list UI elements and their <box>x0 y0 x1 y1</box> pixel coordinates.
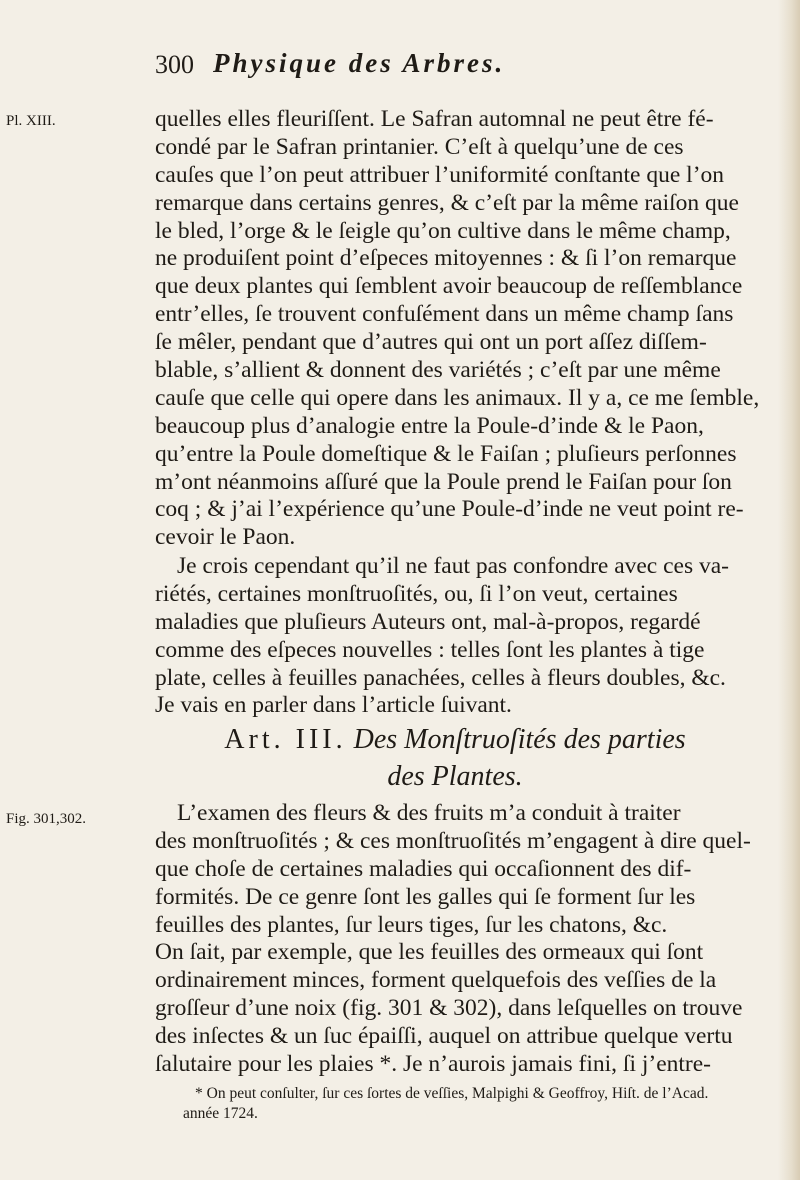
article-title-line-2: des Plantes. <box>387 761 523 792</box>
paragraph-2 <box>155 553 755 720</box>
text-line: qu’entre la Poule domeſtique & le Faiſan ; pluſieurs perſonnes <box>155 440 737 467</box>
text-line: On ſait, par exemple, que les feuilles des ormeaux qui ſont <box>155 939 704 966</box>
text-line: Je vais en parler dans l’article ſuivant. <box>155 692 512 719</box>
text-line: blable, s’allient & donnent des variétés ; c’eſt par une même <box>155 357 721 384</box>
text-line: ordinairement minces, forment quelquefois des veſſies de la <box>155 967 717 994</box>
text-line: groſſeur d’une noix (fig. 301 & 302), dans leſquelles on trouve <box>155 995 743 1022</box>
paragraph-1 <box>155 106 760 552</box>
running-title: Physique des Arbres. <box>213 48 506 78</box>
text-line: que choſe de certaines maladies qui occaſionnent des dif- <box>155 855 692 882</box>
text-line: cauſe que celle qui opere dans les animaux. Il y a, ce me ſemble, <box>155 384 760 411</box>
text-line: condé par le Safran printanier. C’eſt à quelqu’une de ces <box>155 133 684 160</box>
text-line: beaucoup plus d’analogie entre la Poule-d’inde & le Paon, <box>155 412 704 439</box>
footnote <box>183 1084 775 1124</box>
text-line: feuilles des plantes, ſur leurs tiges, ſur les chatons, &c. <box>155 911 668 938</box>
text-line: quelles elles fleuriſſent. Le Safran automnal ne peut être fé- <box>155 106 714 132</box>
text-line: cevoir le Paon. <box>155 524 296 551</box>
text-line: L’examen des fleurs & des fruits m’a conduit à traiter <box>177 800 681 826</box>
text-line: formités. De ce genre ſont les galles qui ſe forment ſur les <box>155 883 696 910</box>
text-line: ne produiſent point d’eſpeces mitoyennes : & ſi l’on remarque <box>155 245 737 272</box>
text-line: le bled, l’orge & le ſeigle qu’on cultive dans le même champ, <box>155 217 731 244</box>
footnote-line-2: année 1724. <box>183 1105 258 1122</box>
text-line: coq ; & j’ai l’expérience qu’une Poule-d’inde ne veut point re- <box>155 496 744 523</box>
article-title-line-1: Des Monſtruoſités des parties <box>353 724 686 755</box>
text-line: maladies que pluſieurs Auteurs ont, mal-à-propos, regardé <box>155 608 701 635</box>
plate-reference: Pl. XIII. <box>6 113 56 129</box>
text-line: des inſectes & un ſuc épaiſſi, auquel on attribue quelque vertu <box>155 1023 733 1050</box>
footnote-line-1: * On peut conſulter, ſur ces ſortes de veſſies, Malpighi & Geoffroy, Hiſt. de l’Acad. <box>195 1085 709 1102</box>
text-line: m’ont néanmoins aſſuré que la Poule prend le Faiſan pour ſon <box>155 468 732 495</box>
text-line: ſalutaire pour les plaies *. Je n’aurois jamais fini, ſi j’entre- <box>155 1051 711 1078</box>
page-header <box>155 48 735 88</box>
text-line: cauſes que l’on peut attribuer l’uniformité conſtante que l’on <box>155 161 725 188</box>
text-line: ſe mêler, pendant que d’autres qui ont un port aſſez diſſem- <box>155 329 707 356</box>
text-line: Je crois cependant qu’il ne faut pas confondre avec ces va- <box>177 553 729 579</box>
article-label: Art. III. <box>224 724 347 755</box>
text-line: remarque dans certains genres, & c’eſt par la même raiſon que <box>155 189 739 216</box>
paragraph-3 <box>155 800 755 1079</box>
text-line: comme des eſpeces nouvelles : telles ſont les plantes à tige <box>155 636 705 663</box>
page-number: 300 <box>155 50 194 79</box>
figure-reference: Fig. 301,302. <box>6 811 87 827</box>
page-edge-shadow <box>778 0 800 1180</box>
text-line: que deux plantes qui ſemblent avoir beaucoup de reſſemblance <box>155 273 743 300</box>
text-line: riétés, certaines monſtruoſités, ou, ſi l’on veut, certaines <box>155 580 678 607</box>
text-line: entr’elles, ſe trouvent confuſément dans un même champ ſans <box>155 301 734 328</box>
text-line: des monſtruoſités ; & ces monſtruoſités m’engagent à dire quel- <box>155 827 751 854</box>
article-heading <box>155 721 755 795</box>
text-line: plate, celles à feuilles panachées, celles à fleurs doubles, &c. <box>155 664 726 691</box>
article-heading-line-1 <box>155 721 755 759</box>
